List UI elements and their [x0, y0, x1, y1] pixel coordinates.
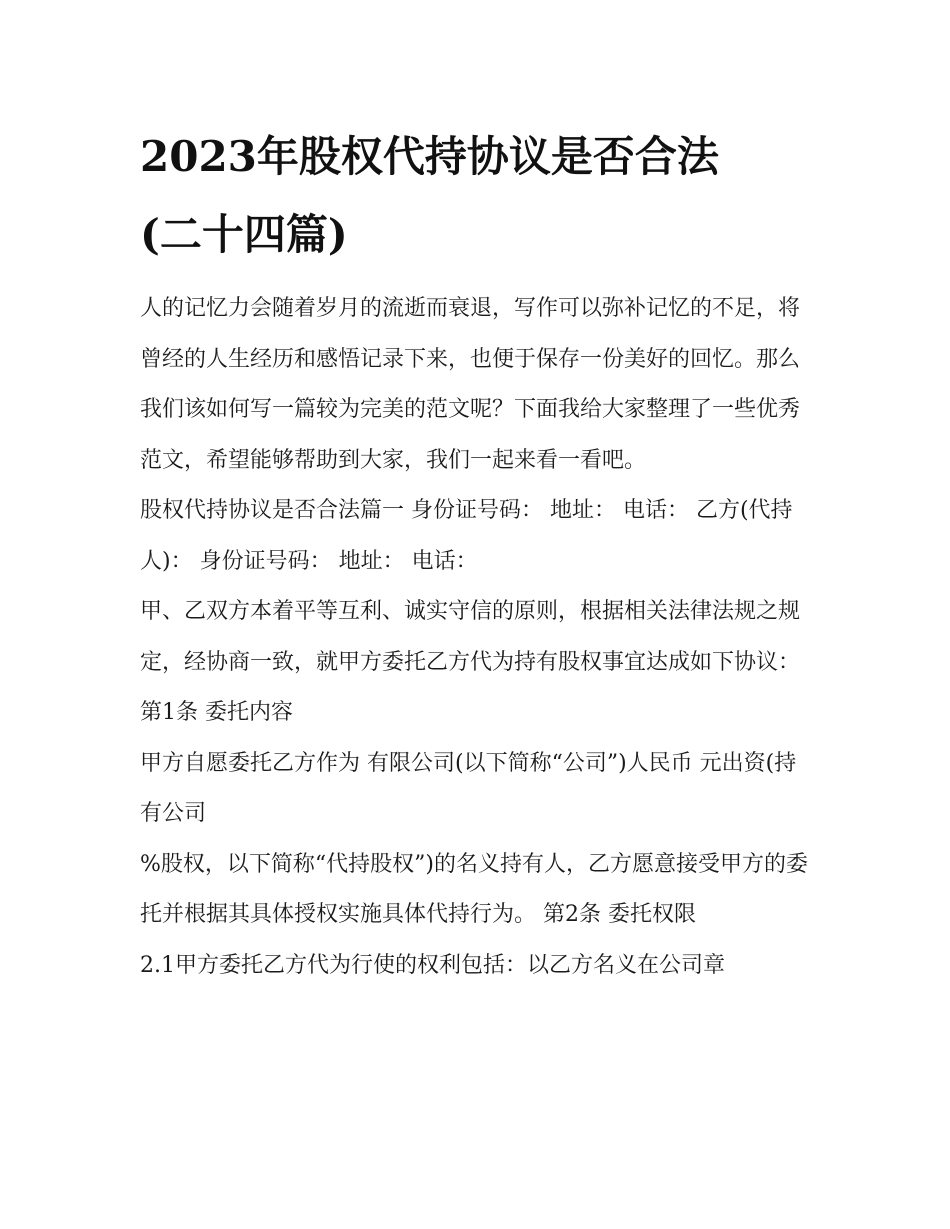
paragraph-equity: %股权，以下简称“代持股权”)的名义持有人，乙方愿意接受甲方的委托并根据其具体授权实施具体代持行为。 第2条 委托权限 [140, 851, 808, 927]
document-body [140, 284, 812, 991]
paragraph-parties: 股权代持协议是否合法篇一 身份证号码： 地址： 电话： 乙方(代持人)： 身份证号码： 地址： 电话： [140, 498, 793, 574]
paragraph-entrustment: 甲方自愿委托乙方作为 有限公司(以下简称“公司”)人民币 元出资(持有公司 [140, 750, 797, 826]
paragraph-principles: 甲、乙双方本着平等互利、诚实守信的原则，根据相关法律法规之规定，经协商一致，就甲方委托乙方代为持有股权事宜达成如下协议： 第1条 委托内容 [140, 599, 801, 725]
title-line-1: 2023年股权代持协议是否合法 [140, 132, 719, 181]
document-content [140, 118, 812, 991]
paragraph-rights: 2.1甲方委托乙方代为行使的权利包括：以乙方名义在公司章 [140, 952, 725, 978]
title-line-2: (二十四篇) [140, 210, 348, 259]
document-title [140, 118, 812, 274]
paragraph-intro: 人的记忆力会随着岁月的流逝而衰退，写作可以弥补记忆的不足，将曾经的人生经历和感悟记录下来，也便于保存一份美好的回忆。那么我们该如何写一篇较为完美的范文呢？下面我给大家整理了一些优秀范文，希望能够帮助到大家，我们一起来看一看吧。 [140, 296, 801, 473]
